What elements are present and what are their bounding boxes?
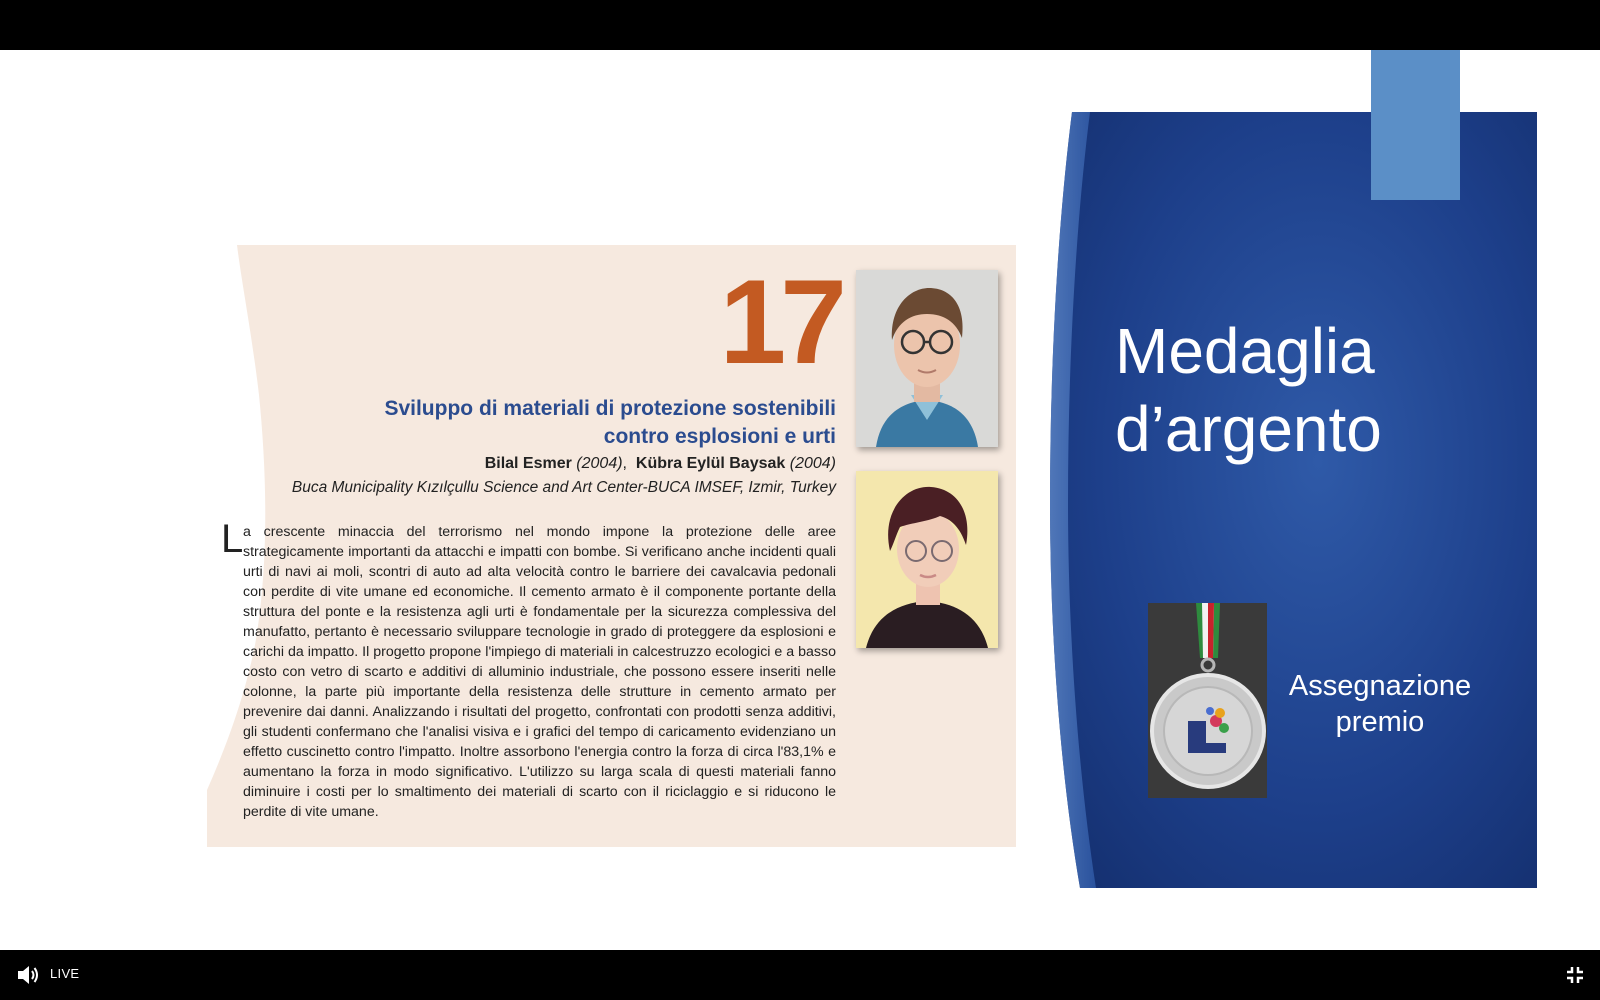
live-indicator: LIVE (50, 966, 80, 981)
issue-number: 17 (719, 255, 841, 389)
award-panel-background (1050, 112, 1537, 888)
article-abstract: a crescente minaccia del terrorismo nel mondo impone la protezione delle aree strategicamente importanti da attacchi e impatti con bombe. Si verificano anche incidenti quali urti di navi ai moli, scontri di auto ad alta velocità contro le barriere dei cavalcavia pedonali con perdite di vite umane ed economiche. Il cemento armato è il componente portante della struttura del ponte e la resistenza agli urti è fondamentale per la sicurezza complessiva del manufatto, pertanto è necessario sviluppare tecnologie in grado di proteggere da esplosioni e carichi da impatto. Il progetto propone l'impiego di materiali in calcestruzzo ecologici e a basso costo con vetro di scarto e additivi di alluminio industriale, che possono essere inseriti nelle colonne, la parte più importante della resistenza delle strutture in cemento armato per prevenire dai danni. Analizzando i risultati del progetto, confrontati con prodotti senza additivi, gli studenti confermano che l'analisi visiva e i grafici del tempo di caricamento evidenziano un effetto cuscinetto contro l'impatto. Inoltre assorbono l'energia contro la forza di circa l'83,1% e aumentano la forza in modo significativo. L'utilizzo su larga scala di questi materiali fanno diminuire i costi per lo smaltimento dei materiali di scarto con il riciclaggio e si riducono le perdite di vite umane. (243, 524, 836, 820)
award-title-line: d’argento (1115, 393, 1382, 465)
volume-icon[interactable] (16, 964, 40, 986)
award-subtitle-line: premio (1335, 706, 1425, 738)
top-letterbox-bar (0, 0, 1600, 50)
award-subtitle-line: Assegnazione (1288, 670, 1472, 702)
player-control-bar (0, 950, 1600, 1000)
silver-medal-image (1148, 603, 1267, 798)
presentation-slide (0, 50, 1600, 950)
author-name: Kübra Eylül Baysak (635, 455, 786, 472)
award-title-line: Medaglia (1115, 315, 1375, 387)
fullscreen-exit-icon[interactable] (1566, 966, 1584, 984)
award-title (1115, 312, 1535, 468)
article-title-line: contro esplosioni e urti (603, 425, 836, 448)
author-name: Bilal Esmer (484, 455, 572, 472)
article-title-line: Sviluppo di materiali di protezione sostenibili (384, 397, 836, 420)
authors: Bilal Esmer (2004), Kübra Eylül Baysak (2004) (484, 455, 836, 472)
author-photo-female (856, 471, 998, 648)
dropcap-letter: L (221, 517, 244, 561)
article-title (316, 395, 836, 451)
article-clipping (207, 245, 1016, 847)
author-year: (2004) (789, 455, 836, 472)
author-year: (2004) (576, 455, 623, 472)
award-subtitle (1270, 668, 1490, 740)
affiliation: Buca Municipality Kızılçullu Science and Art Center-BUCA IMSEF, Izmir, Turkey (291, 479, 836, 496)
bookmark-tab-decoration (1371, 50, 1460, 200)
author-photo-male (856, 270, 998, 447)
